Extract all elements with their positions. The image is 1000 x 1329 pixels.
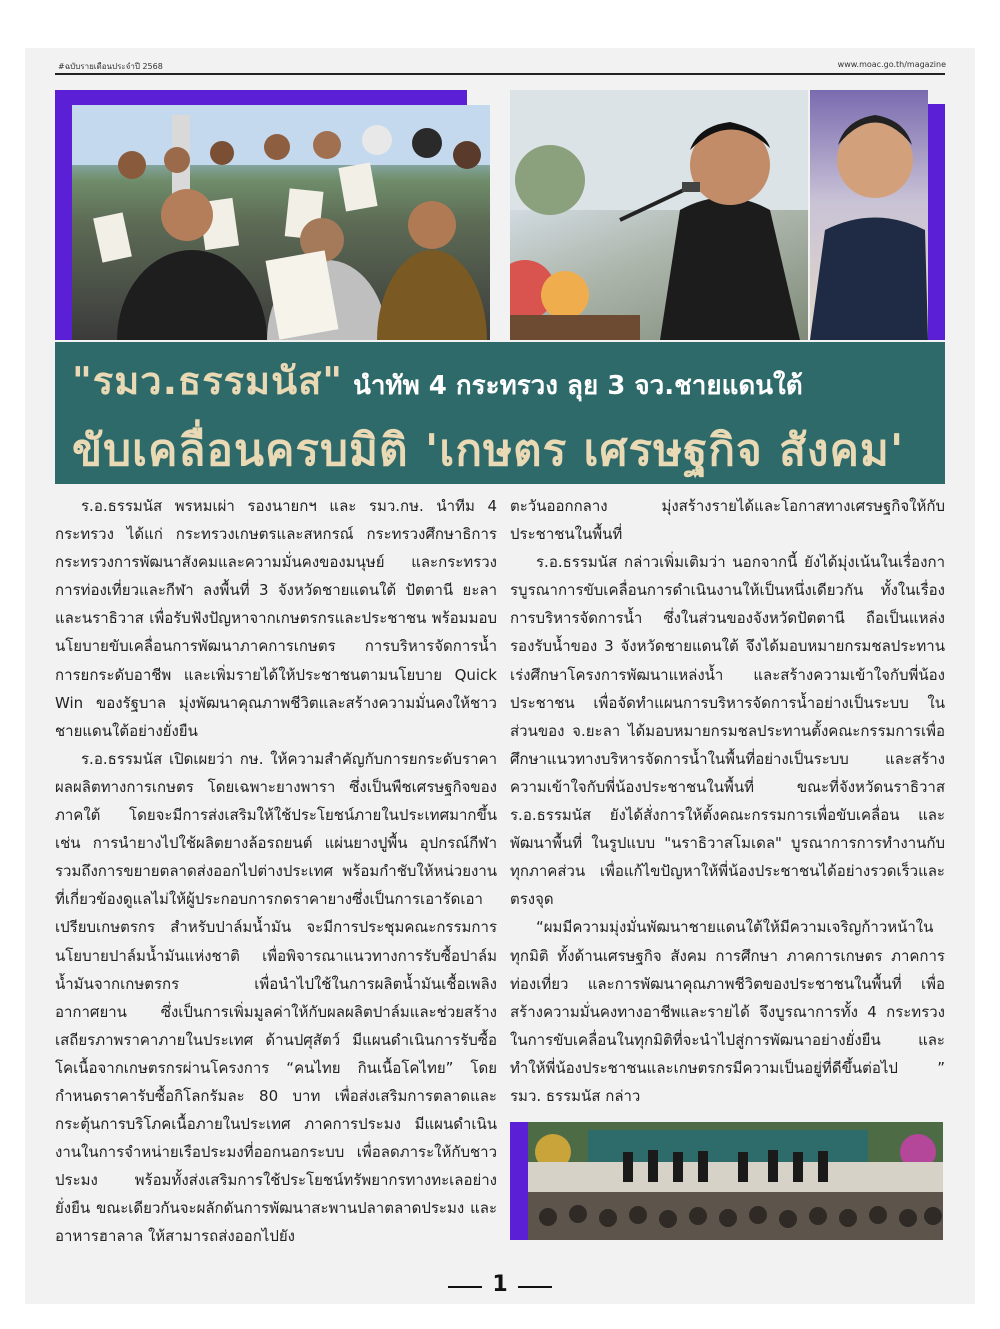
header-rule [55,73,945,75]
footer-rule-left [448,1286,482,1288]
photo-speaker-podium [510,90,808,340]
article-right-column [510,492,945,1110]
photo-accent-bar [55,90,467,105]
website-url: www.moac.go.th/magazine [837,60,946,69]
article-paragraph: ตะวันออกกลาง มุ่งสร้างรายได้และโอกาสทางเศรษฐกิจให้กับประชาชนในพื้นที่ [510,497,945,544]
photo-stage-illustration [528,1122,943,1240]
headline-sub: นำทัพ 4 กระทรวง ลุย 3 จว.ชายแดนใต้ [353,371,803,401]
photo-backdrop-illustration [810,90,928,340]
article-paragraph: “ผมมีความมุ่งมั่นพัฒนาชายแดนใต้ให้มีความเจริญก้าวหน้าในทุกมิติ ทั้งด้านเศรษฐกิจ สังคม การศึกษา ภาคการเกษตร ภาคการท่องเที่ยว และการพัฒนาคุณภาพชีวิตของประชาชนในพื้นที่ เพื่อสร้างความมั่นคงทางอาชีพและรายได้ จึงบูรณาการทั้ง 4 กระทรวงในการขับเคลื่อนในทุกมิติที่จะนำไปสู่การพัฒนาอย่างยั่งยืน และทำให้พี่น้องประชาชนและเกษตรกรมีความเป็นอยู่ที่ดีขึ้นต่อไป ” รมว. ธรรมนัส กล่าว [510,918,945,1105]
photo-accent-bar [510,1122,528,1240]
article-left-column [55,492,497,1251]
issue-label: #ฉบับรายเดือนประจำปี 2568 [58,62,163,71]
article-paragraph: ร.อ.ธรรมนัส พรหมเผ่า รองนายกฯ และ รมว.กษ. นำทีม 4 กระทรวง ได้แก่ กระทรวงเกษตรและสหกรณ์ กระทรวงศึกษาธิการ กระทรวงการพัฒนาสังคมและความมั่นคงของมนุษย์ และกระทรวงการท่องเที่ยวและกีฬา ลงพื้นที่ 3 จังหวัดชายแดนใต้ ปัตตานี ยะลา และนราธิวาส เพื่อรับฟังปัญหาจากเกษตรกรและประชาชน พร้อมมอบนโยบายขับเคลื่อนการพัฒนาภาคการเกษตร การบริหารจัดการน้ำ การยกระดับอาชีพ และเพิ่มรายได้ให้ประชาชนตามนโยบาย Quick Win ของรัฐบาล มุ่งพัฒนาคุณภาพชีวิตและสร้างความมั่นคงให้ชาวชายแดนใต้อย่างยั่งยืน [55,497,497,740]
photo-accent-bar [55,90,72,340]
photo-event-stage [528,1122,943,1240]
photo-backdrop-portrait [810,90,928,340]
headline-line-1 [72,350,803,411]
photo-certificate-ceremony [72,105,490,340]
page-footer [0,1272,1000,1297]
article-paragraph: ร.อ.ธรรมนัส เปิดเผยว่า กษ. ให้ความสำคัญกับการยกระดับราคาผลผลิตทางการเกษตร โดยเฉพาะยางพารา ซึ่งเป็นพืชเศรษฐกิจของภาคใต้ โดยจะมีการส่งเสริมให้ใช้ประโยชน์ภายในประเทศมากขึ้น เช่น การนำยางไปใช้ผลิตยางล้อรถยนต์ แผ่นยางปูพื้น อุปกรณ์กีฬา รวมถึงการขยายตลาดส่งออกไปต่างประเทศ พร้อมกำชับให้หน่วยงานที่เกี่ยวข้องดูแลไม่ให้ผู้ประกอบการกดราคายางซึ่งเป็นการเอารัดเอาเปรียบเกษตรกร สำหรับปาล์มน้ำมัน จะมีการประชุมคณะกรรมการนโยบายปาล์มน้ำมันแห่งชาติ เพื่อพิจารณาแนวทางการรับซื้อปาล์มน้ำมันจากเกษตรกร เพื่อนำไปใช้ในการผลิตน้ำมันเชื้อเพลิงอากาศยาน ซึ่งเป็นการเพิ่มมูลค่าให้กับผลผลิตปาล์มและช่วยสร้างเสถียรภาพราคาภายในประเทศ ด้านปศุสัตว์ มีแผนดำเนินการรับซื้อโคเนื้อจากเกษตรกรผ่านโครงการ “คนไทย กินเนื้อโคไทย” โดยกำหนดราคารับซื้อกิโลกรัมละ 80 บาท เพื่อส่งเสริมการตลาดและกระตุ้นการบริโภคเนื้อภายในประเทศ ภาคการประมง มีแผนดำเนินงานในการจำหน่ายเรือประมงที่ออกนอกระบบ เพื่อลดภาระให้กับชาวประมง พร้อมทั้งส่งเสริมการใช้ประโยชน์ทรัพยากรทางทะเลอย่างยั่งยืน ขณะเดียวกันจะผลักดันการพัฒนาสะพานปลาตลาดประมง และอาหารฮาลาล ให้สามารถส่งออกไปยัง [55,749,497,1246]
photo-accent-bar [928,104,945,340]
photo-speaker-illustration [510,90,808,340]
headline-line-2: ขับเคลื่อนครบมิติ 'เกษตร เศรษฐกิจ สังคม' [72,425,905,476]
photo-people-illustration [72,105,490,340]
page-number: 1 [492,1272,508,1297]
footer-rule-right [518,1286,552,1288]
article-paragraph: ร.อ.ธรรมนัส กล่าวเพิ่มเติมว่า นอกจากนี้ ยังได้มุ่งเน้นในเรื่องการบูรณาการขับเคลื่อนการดำเนินงานให้เป็นหนึ่งเดียวกัน ทั้งในเรื่องการบริหารจัดการน้ำ ซึ่งในส่วนของจังหวัดปัตตานี ถือเป็นแหล่งรองรับน้ำของ 3 จังหวัดชายแดนใต้ จึงได้มอบหมายกรมชลประทานเร่งศึกษาโครงการพัฒนาแหล่งน้ำ และสร้างความเข้าใจกับพี่น้องประชาชน เพื่อจัดทำแผนการบริหารจัดการน้ำอย่างเป็นระบบ ในส่วนของ จ.ยะลา ได้มอบหมายกรมชลประทานตั้งคณะกรรมการเพื่อศึกษาแนวทางบริหารจัดการน้ำในพื้นที่อย่างเป็นระบบ และสร้างความเข้าใจกับพี่น้องประชาชนในพื้นที่ ขณะที่จังหวัดนราธิวาส ร.อ.ธรรมนัส ยังได้สั่งการให้ตั้งคณะกรรมการเพื่อขับเคลื่อน และพัฒนาพื้นที่ ในรูปแบบ "นราธิวาสโมเดล" บูรณาการการทำงานกับทุกภาคส่วน เพื่อแก้ไขปัญหาให้พี่น้องประชาชนได้อย่างรวดเร็วและตรงจุด [510,553,945,909]
headline-main: "รมว.ธรรมนัส" [72,359,344,403]
